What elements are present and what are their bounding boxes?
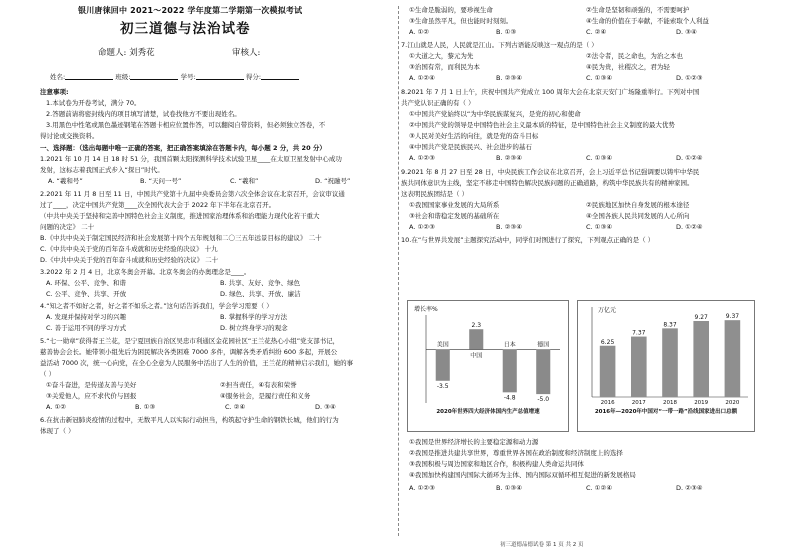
chart1-category-label: 美国	[436, 341, 449, 349]
q9-choice-d[interactable]: D. ①②④	[676, 223, 703, 231]
q9-statement-3: ③社会和谐稳定发展的基础所在	[409, 212, 500, 220]
q10-text: 10.在“与世界共发展”主题探究活动中，同学们对图进行了探究，下列观点正确的是（ ）	[401, 236, 655, 244]
school-header: 银川唐徕回中 2021～2022 学年度第二学期第一次模拟考试	[78, 6, 303, 15]
q5-text: （ ）	[40, 370, 56, 378]
note-item: 得讨论或交换资料。	[40, 132, 99, 140]
q8-choice-b[interactable]: B. ②③④	[496, 154, 523, 162]
chart2-value-label: 9.27	[694, 313, 708, 321]
author-label: 命题人: 刘秀花	[98, 48, 155, 58]
q8-statement-2: ②中国共产党的领导是中国特色社会主义最本质的特征，是中国特色社会主义制度的最大优势	[409, 121, 675, 129]
class-field[interactable]	[130, 72, 178, 80]
q8-choice-d[interactable]: D. ①②④	[676, 154, 703, 162]
exam-title: 初三道德与法治试卷	[120, 21, 251, 37]
student-id-field[interactable]	[196, 72, 244, 80]
q6-text: 6.在抗击新冠肺炎疫情的过程中，无数平凡人以实际行动担当，构筑起守护生命的钢铁长城，他们的行为	[40, 416, 339, 424]
class-label: 班级:	[115, 73, 131, 81]
chart1-value-label: 2.3	[471, 322, 482, 330]
q4-option-b[interactable]: B. 掌握科学的学习方法	[220, 313, 288, 321]
q8-statement-1: ①中国共产党始终以“为中华民族谋复兴，是党的初心和使命	[409, 110, 581, 118]
q8-text: 共产党认识正确的有（ ）	[401, 99, 475, 107]
chart2-category-label: 2020	[725, 400, 740, 406]
q5-statement-2: ②担当责任，④有表和荣誉	[220, 381, 297, 389]
belt-road-trade-chart-title: 2016年—2020年中国对“一带一路”沿线国家进出口总额	[594, 409, 738, 415]
q4-option-c[interactable]: C. 善于运用不同的学习方式	[46, 324, 127, 332]
q1-text: 发射，这标志着我国正式步入“探日”时代。	[40, 166, 164, 174]
q9-choice-a[interactable]: A. ①②③	[409, 223, 435, 231]
q9-statement-1: ①我国国家事业发展的大局所系	[409, 201, 500, 209]
chart2-bar	[693, 321, 709, 397]
q1-option-d[interactable]: D. “祝融号”	[315, 177, 351, 185]
q6-text: 体现了（ ）	[40, 427, 75, 435]
q2-option-a-cont: 问题的决定》 二十	[40, 223, 95, 231]
q6-statement-4: ④生命的价值在于奉献，不能索取个人利益	[586, 17, 709, 25]
score-field[interactable]	[261, 72, 299, 80]
q6-choice-b[interactable]: B. ①③	[496, 28, 517, 36]
q1-text: 1.2021 年 10 月 14 日 18 时 51 分，我国首颗太阳探测科学技术试验卫星____在太原卫星发射中心成功	[40, 155, 342, 163]
q10-statement-4: ④我国加快构建国内国际大循环为主体、国内国际双循环相互促进的新发展格局	[409, 471, 636, 479]
q8-choice-c[interactable]: C. ①③④	[586, 154, 613, 162]
q10-statement-2: ②我国是推进共建共享世界，尊重世界各国在政治制度和经济制度上的选择	[409, 449, 623, 457]
chart1-category-label: 中国	[470, 352, 483, 360]
q4-text: 4.“知之者不如好之者，好之者不如乐之者。”这句话告诉我们，学会学习需要（ ）	[40, 302, 273, 310]
student-info-row	[50, 72, 299, 82]
q9-choice-c[interactable]: C. ①③④	[586, 223, 613, 231]
q5-text: 益活动 7000 次，统一心向党，在全心全意为人民服务中活出了人生的价值，王兰花的精神启示我们，她的事	[40, 359, 354, 367]
q8-statement-3: ③人民对美好生活的向往，就是党的奋斗目标	[409, 132, 539, 140]
q1-option-c[interactable]: C. “羲和”	[230, 177, 259, 185]
q5-choice-b[interactable]: B. ①③	[135, 403, 156, 411]
q5-choice-a[interactable]: A. ①②	[46, 403, 67, 411]
chart2-category-label: 2019	[694, 400, 709, 406]
q6-statement-3: ③生命虽然平凡，但也能时时刻刻。	[409, 17, 513, 25]
chart2-category-label: 2017	[631, 400, 646, 406]
q2-text: 过了____，决定中国共产党第____次全国代表大会于 2022 年下半年在北京召开。	[40, 201, 276, 209]
q2-option-b[interactable]: B.《中共中央关于制定国民经济和社会发展第十四个五年规划和二〇三五年远景目标的建议》 二十	[40, 234, 322, 242]
chart2-value-label: 6.25	[600, 338, 615, 346]
q3-option-b[interactable]: B. 共享、友好、竞争、绿色	[220, 279, 301, 287]
note-item: 3.用黑色中性笔或黑色墨迹钢笔在答题卡相应位置作答，可以翻阅自带资料，但必须独立答卷，不	[46, 121, 326, 129]
score-label: 得分:	[245, 73, 262, 81]
q5-text: 5.“七一勋章”获得者王兰花，是宁夏回族自治区吴忠市利通区金花园社区“王兰花热心小组”党支部书记，	[40, 337, 340, 345]
notes-heading: 注意事项:	[40, 88, 69, 96]
q9-choice-b[interactable]: B. ②③④	[496, 223, 523, 231]
q7-text: 7.江山就是人民，人民就是江山。下列古语能反映这一观点的是（ ）	[401, 41, 598, 49]
q9-text: 这表明民族团结是（ ）	[401, 190, 469, 198]
chart1-bar	[536, 350, 550, 394]
q3-text: 3.2022 年 2 月 4 日，北京冬奥会开幕。北京冬奥会的办奥理念是____。	[40, 268, 251, 276]
chart2-bar	[662, 328, 678, 397]
q9-text: 9.2021 年 8 月 27 日至 28 日，中央民族工作会议在北京召开，会上习近平总书记强调要以铸牢中华民	[401, 168, 700, 176]
gdp-growth-chart	[407, 300, 569, 432]
q7-statement-2: ②法令者，民之命也，为治之本也	[586, 52, 683, 60]
q2-option-a[interactable]: （中共中央关于坚持和完善中国特色社会主义制度，推进国家治理体系和治理能力现代化若干重大	[40, 212, 320, 220]
q5-choice-d[interactable]: D. ③④	[315, 403, 336, 411]
gdp-growth-chart-title: 2020年世界四大经济体国内生产总值增速	[436, 409, 540, 415]
q6-statement-1: ①生命是脆弱的，要珍视生命	[409, 6, 493, 14]
q2-option-d[interactable]: D.《中共中央关于党的百年奋斗成就和历史经验的决议》 二十	[40, 256, 219, 264]
note-item: 2.答题前请将密封线内的项目填写清楚，试卷找他方不要出现姓名。	[46, 110, 241, 118]
q9-text: 族共同体意识为主线，坚定不移走中国特色解决民族问题的正确道路，构筑中华民族共有的精神家园。	[401, 179, 694, 187]
chart1-value-label: -5.0	[537, 396, 550, 404]
q8-choice-a[interactable]: A. ①②③	[409, 154, 435, 162]
chart2-category-label: 2016	[600, 400, 615, 406]
chart2-category-label: 2018	[663, 400, 677, 406]
q7-choice-c[interactable]: C. ①③④	[586, 74, 613, 82]
q7-statement-3: ③治国有常，而利民为本	[409, 63, 480, 71]
q9-statement-4: ④全国各族人民共同发展的人心所向	[586, 212, 690, 220]
q4-option-a[interactable]: A. 发现并保持对学习的兴趣	[46, 313, 126, 321]
q10-choice-d[interactable]: D. ②③④	[676, 484, 703, 492]
chart1-bar	[503, 350, 517, 393]
q7-statement-4: ④民为贵，社稷次之，君为轻	[586, 63, 670, 71]
name-label: 姓名:	[50, 73, 66, 81]
chart2-bar	[725, 320, 741, 397]
q7-choice-d[interactable]: D. ①②③	[676, 74, 703, 82]
column-divider	[398, 6, 399, 536]
q5-choice-c[interactable]: C. ②④	[225, 403, 246, 411]
q2-text: 2.2021 年 11 月 8 日至 11 日，中国共产党第十九届中央委员会第六次全体会议在北京召开，会议审议通	[40, 190, 345, 198]
q2-option-c[interactable]: C.《中共中央关于党的百年奋斗成就和历史经验的决议》 十九	[40, 245, 218, 253]
q10-statement-3: ③我国积极与周边国家和地区合作，积极构建人类命运共同体	[409, 460, 584, 468]
chart1-bar	[436, 350, 450, 381]
q8-text: 8.2021 年 7 月 1 日上午，庆祝中国共产党成立 100 周年大会在北京天安门广场隆重举行。下列对中国	[401, 88, 700, 96]
q6-choice-d[interactable]: D. ③④	[676, 28, 697, 36]
student-id-label: 学号:	[180, 73, 196, 81]
page-footer: 初三道德品德试卷 第 1 页 共 2 页	[500, 542, 584, 548]
reviewer-label: 审核人:	[232, 48, 261, 58]
q1-option-a[interactable]: A. “羲和号”	[48, 177, 83, 185]
q10-choice-b[interactable]: B. ①③④	[496, 484, 523, 492]
q6-choice-c[interactable]: C. ②④	[586, 28, 607, 36]
q3-option-d[interactable]: D. 绿色、共享、开放、廉洁	[220, 290, 301, 298]
chart1-value-label: -3.5	[436, 382, 449, 390]
q10-choice-c[interactable]: C. ①②④	[586, 484, 613, 492]
chart1-category-label: 德国	[537, 341, 550, 349]
q6-choice-a[interactable]: A. ①②	[409, 28, 430, 36]
q5-statement-3: ③关爱他人，应不求代价与回报	[46, 392, 137, 400]
q10-choice-a[interactable]: A. ①②③	[409, 484, 435, 492]
q5-statement-4: ④服务社会，是履行责任和义务	[220, 392, 311, 400]
q4-option-d[interactable]: D. 树立终身学习的观念	[220, 324, 288, 332]
q3-option-a[interactable]: A. 环保、公平、竞争、和谐	[46, 279, 126, 287]
q3-option-c[interactable]: C. 公平、竞争、共享、开放	[46, 290, 127, 298]
belt-road-trade-chart	[577, 300, 755, 432]
chart2-value-label: 7.37	[632, 329, 646, 337]
chart2-value-label: 8.37	[663, 321, 677, 329]
chart1-value-label: -4.8	[503, 394, 516, 402]
gdp-growth-chart-svg	[408, 301, 568, 411]
q7-choice-a[interactable]: A. ①②④	[409, 74, 435, 82]
q7-choice-b[interactable]: B. ②③④	[496, 74, 523, 82]
note-item: 1.本试卷为开卷考试，满分 70。	[46, 99, 141, 107]
chart1-ylabel: 增长率%	[414, 306, 438, 313]
chart1-category-label: 日本	[503, 341, 516, 349]
q8-statement-4: ④中国共产党是民族民兴、社会进步的基石	[409, 143, 532, 151]
section1-heading: 一、选择题：（选出每题中唯一正确的答案，把正确答案填涂在答题卡内，每小题 2 分，共 20 分）	[40, 144, 326, 152]
chart2-bar	[631, 337, 647, 397]
q1-option-b[interactable]: B. “天问一号”	[140, 177, 182, 185]
q6-statement-2: ②生命是坚韧和顽强的，不需要呵护	[586, 6, 690, 14]
q5-text: 慈善协会会长。她带领小组先后为困民解决各类困难 7000 多件，调解各类矛盾纠纷 600 多起，开展公	[40, 348, 338, 356]
q10-statement-1: ①我国是世界经济增长的主要稳定源和动力源	[409, 438, 539, 446]
chart2-ylabel: 万亿元	[598, 307, 617, 314]
belt-road-trade-chart-svg	[578, 301, 754, 411]
q7-statement-1: ①大道之大，黎元为先	[409, 52, 474, 60]
q5-statement-1: ①奋斗奋进，是传递友善与美好	[46, 381, 137, 389]
name-field[interactable]	[65, 72, 113, 80]
chart2-value-label: 9.37	[725, 313, 740, 321]
chart2-bar	[600, 346, 616, 397]
q9-statement-2: ②民族地区加快自身发展的根本途径	[586, 201, 690, 209]
chart1-bar	[469, 329, 483, 349]
